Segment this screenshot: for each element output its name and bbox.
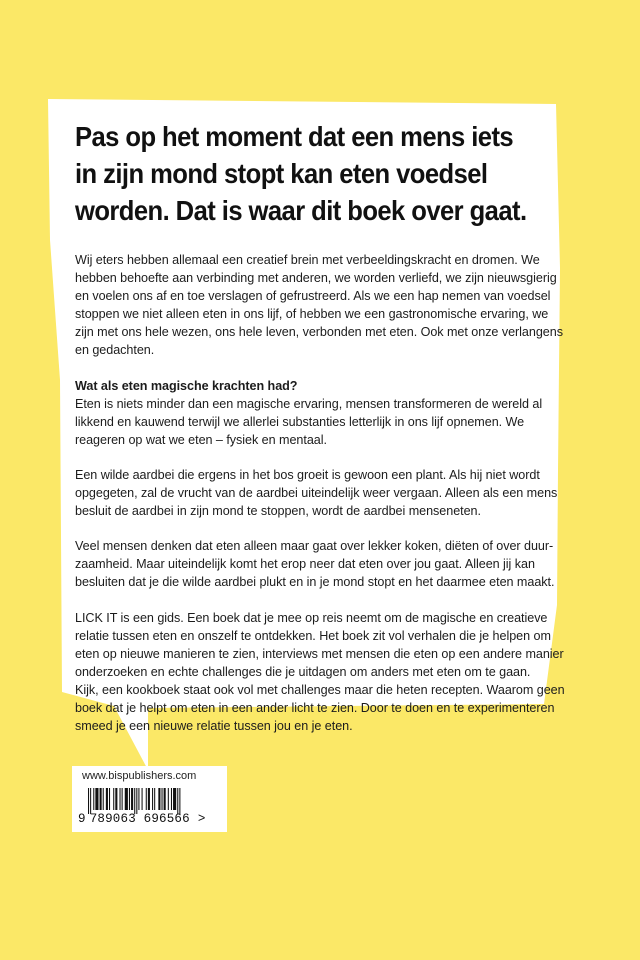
text-line: Wij eters hebben allemaal een creatief brein met verbeeldingskracht en dromen. We bbox=[75, 253, 540, 267]
barcode-bar bbox=[113, 788, 114, 810]
barcode-bar bbox=[90, 788, 91, 814]
headline bbox=[75, 118, 577, 229]
barcode-bar bbox=[158, 788, 160, 810]
barcode-bar bbox=[171, 788, 172, 810]
barcode-bar bbox=[120, 788, 121, 810]
text-line: Een wilde aardbei die ergens in het bos groeit is gewoon een plant. Als hij niet wordt bbox=[75, 467, 540, 482]
barcode-bar bbox=[95, 788, 98, 810]
barcode-bar bbox=[115, 788, 117, 810]
text-line: zaamheid. Maar uiteindelijk komt het erop neer dat eten over jou gaat. Alleen jij kan bbox=[75, 557, 535, 572]
paragraph-intro bbox=[75, 251, 575, 360]
subheading: Wat als eten magische krachten had? bbox=[75, 378, 298, 393]
barcode-bar bbox=[138, 788, 139, 810]
barcode-bar bbox=[106, 788, 108, 810]
text-line: hebben behoefte aan verbinding met anderen, we worden verliefd, we zijn nieuwsgierig bbox=[75, 271, 557, 286]
barcode-bar bbox=[103, 788, 104, 810]
text-line: besluiten dat je die wilde aardbei plukt en in je mond stopt en het daarmee eten maakt. bbox=[75, 575, 555, 590]
barcode-bar bbox=[125, 788, 128, 810]
isbn-group-right: 696566 bbox=[143, 812, 190, 826]
text-line: LICK IT is een gids. Een boek dat je mee op reis neemt om de magische en creatieve bbox=[75, 610, 548, 625]
text-line: Eten is niets minder dan een magische ervaring, mensen transformeren de wereld al bbox=[75, 396, 543, 411]
text-line: besluit de aardbei in zijn mond te stoppen, wordt de aardbei menseneten. bbox=[75, 504, 481, 519]
isbn-quiet-zone-marker: > bbox=[197, 812, 206, 826]
paragraph-strawberry bbox=[75, 466, 575, 520]
barcode-bar bbox=[152, 788, 153, 810]
publisher-box bbox=[72, 766, 227, 832]
isbn-group-left: 789063 bbox=[89, 812, 136, 826]
text-line: eten op nieuwe manieren te zien, interviews met mensen die eten op een andere manier bbox=[75, 646, 564, 661]
barcode-bar bbox=[100, 788, 102, 810]
barcode-bar bbox=[142, 788, 143, 810]
text-line: smeed je een nieuwe relatie tussen jou en je eten. bbox=[75, 719, 353, 734]
text-line: en gedachten. bbox=[75, 343, 155, 358]
headline-line: worden. Dat is waar dit boek over gaat. bbox=[75, 195, 527, 226]
barcode-bar bbox=[162, 788, 163, 810]
text-line: likkend en kauwend terwijl we allerlei substanties letterlijk in ons lijf opnemen. We bbox=[75, 414, 525, 429]
barcode-bar bbox=[93, 788, 94, 810]
barcode-bar bbox=[109, 788, 110, 810]
text-line: relatie tussen eten en onszelf te ontdekken. Het boek zit vol verhalen die je helpen om bbox=[75, 628, 551, 643]
barcode-bar bbox=[146, 788, 147, 810]
barcode-bar bbox=[173, 788, 176, 810]
barcode-bar bbox=[129, 788, 130, 810]
text-line: reageren op wat we eten – fysiek en mentaal. bbox=[75, 432, 327, 447]
barcode-bar bbox=[131, 788, 133, 810]
barcode-bar bbox=[179, 788, 180, 814]
isbn-number bbox=[78, 812, 206, 826]
headline-line: Pas op het moment dat een mens iets bbox=[75, 121, 514, 152]
paragraph-magic bbox=[75, 377, 575, 449]
back-cover-text bbox=[75, 118, 575, 752]
text-line: opgegeten, zal de vrucht van de aardbei uiteindelijk weer vergaan. Alleen als een mens bbox=[75, 486, 558, 501]
text-line: Veel mensen denken dat eten alleen maar gaat over lekker koken, diëten of over duur- bbox=[75, 539, 554, 554]
text-line: Kijk, een kookboek staat ook vol met challenges maar die heten recepten. Waarom geen bbox=[75, 682, 565, 697]
barcode-bar bbox=[122, 788, 123, 810]
text-line: onderzoeken en echte challenges die je uitdagen om anders met eten om te gaan. bbox=[75, 664, 531, 679]
barcode-bar bbox=[154, 788, 155, 810]
barcode-bar bbox=[136, 788, 137, 814]
barcode-bar bbox=[88, 788, 89, 814]
text-line: zijn met ons hele wezen, ons hele leven, verbonden met eten. Ook met onze verlangens bbox=[75, 325, 563, 340]
barcode-bar bbox=[164, 788, 166, 810]
paragraph-choice bbox=[75, 537, 575, 591]
paragraph-lick-it bbox=[75, 609, 575, 736]
barcode-bar bbox=[148, 788, 150, 810]
text-line: stoppen we niet alleen eten in ons lijf, of hebben we een gastronomische ervaring, we bbox=[75, 307, 549, 322]
headline-line: in zijn mond stopt kan eten voedsel bbox=[75, 158, 488, 189]
barcode-bar bbox=[168, 788, 169, 810]
barcode-icon bbox=[88, 788, 216, 814]
barcode-bar bbox=[177, 788, 178, 814]
isbn-prefix: 9 bbox=[78, 812, 86, 826]
text-line: boek dat je helpt om eten in een ander licht te zien. Door te doen en te experimenteren bbox=[75, 700, 555, 715]
barcode-bar bbox=[134, 788, 135, 814]
publisher-url: www.bispublishers.com bbox=[82, 770, 197, 782]
text-line: en voelen ons af en toe verslagen of gefrustreerd. Als we een hap nemen van voedsel bbox=[75, 289, 551, 304]
